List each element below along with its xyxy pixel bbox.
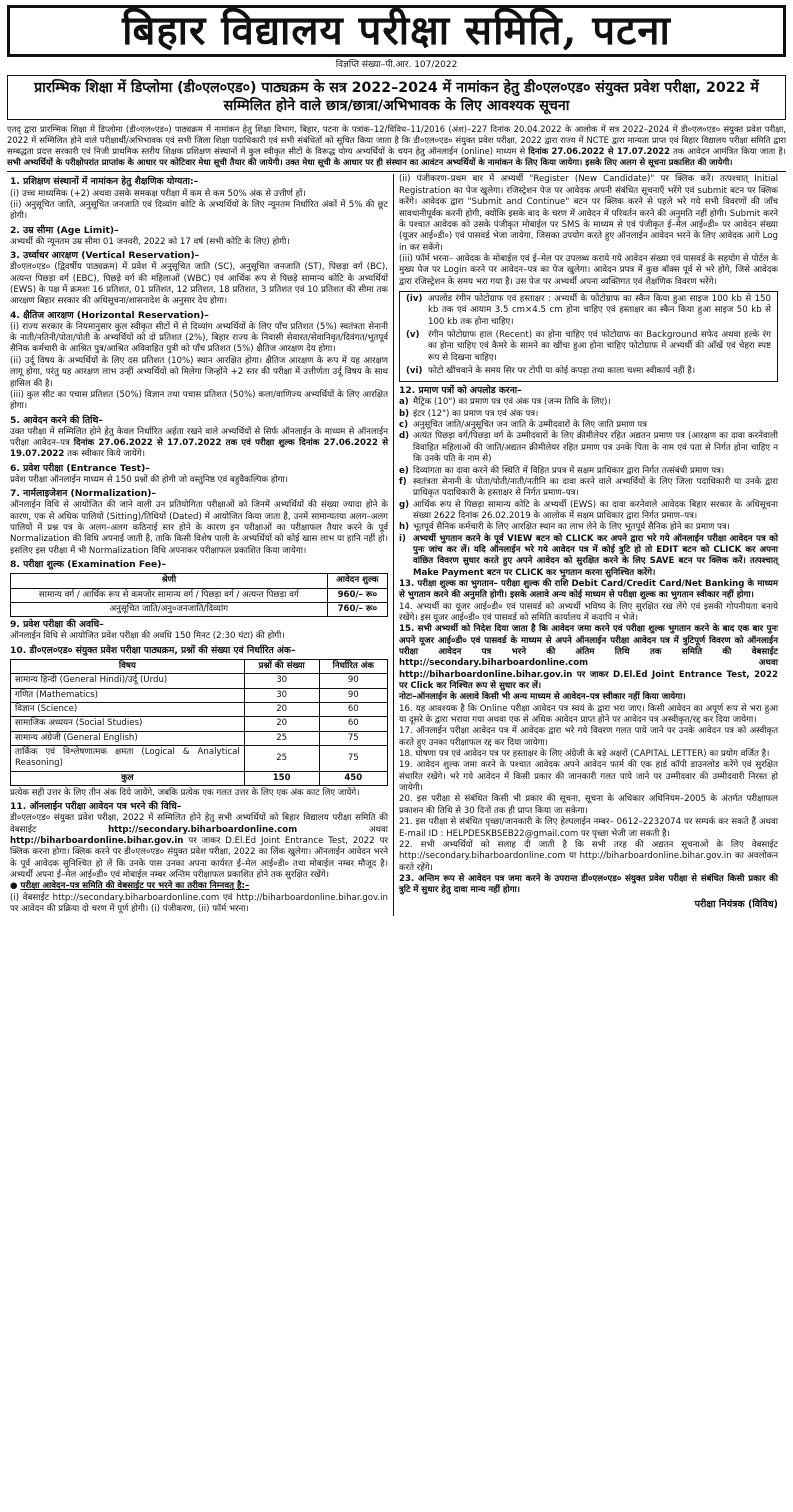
subject-table-header [11, 659, 388, 673]
fee-table-header [11, 574, 388, 588]
section-5-dates: दिनांक 27.06.2022 से 17.07.2022 तक एवं परीक्षा शुल्क दिनांक 27.06.2022 से 19.07.2022 [10, 438, 389, 460]
list-item [399, 466, 778, 477]
subject-table-body [11, 674, 388, 771]
section-9-text: ऑनलाईन विधि से आयोजित प्रवेश परीक्षा की अवधि 150 मिनट (2:30 घंटा) की होगी। [10, 631, 285, 642]
list-item-key: h) [399, 522, 410, 533]
list-item-key: b) [399, 408, 410, 419]
fee-header-category: श्रेणी [11, 574, 328, 588]
section-1-heading: 1. प्रशिक्षण संस्थानों में नामांकन हेतु शैक्षणिक योग्यता:– [10, 176, 199, 188]
subject-heading: प्रारम्भिक शिक्षा में डिप्लोमा (डी०एल०एड०) पाठ्यक्रम के सत्र 2022–2024 में नामांकन हेतु डी०एल०एड० संयुक्त प्रवेश परीक्षा, 2022 में सम्मिलित होने वाले छात्र/छात्रा/अभिभावक के लिए आवश्यक सूचना [7, 75, 786, 120]
table-cell: 25 [244, 731, 319, 745]
list-item-text: अभ्यर्थी भुगतान करने के पूर्व VIEW बटन को CLICK कर अपने द्वारा भरे गये ऑनलाईन परीक्षा आवेदन पत्र को पुनः जांच कर लें। यदि ऑनलाईन भरे गये आवेदन पत्र में कोई त्रुटि हो तो EDIT बटन को CLICK कर अपना वांछित विवरण सुधार करते हुए अपने आवेदन को सुरक्षित करने के लिए SAVE बटन पर क्लिक करें। तत्पश्चात् Make Payment बटन पर CLICK कर भुगतान करना सुनिश्चित करेंगे। [413, 533, 778, 578]
list-item-key: i) [399, 533, 406, 544]
section-16: 16. यह आवश्यक है कि Online परीक्षा आवेदन पत्र स्वयं के द्वारा भरा जाए। किसी आवेदन का अपूर्ण रूप से भरा हुआ या दूसरे के द्वारा भराया गया अथवा एक से अधिक आवेदन प्राप्त होने पर आवेदन पत्र अस्वीकृत/रद्द कर दिया जायेगा। [399, 703, 778, 726]
section-8-heading: 8. परीक्षा शुल्क (Examination Fee)– [10, 559, 167, 571]
page-title: बिहार विद्यालय परीक्षा समिति, पटना [122, 6, 671, 54]
section-23: 23. अन्तिम रूप से आवेदन पत्र जमा करने के उपरान्त डी०एल०एड० संयुक्त प्रवेश परीक्षा से संबंधित किसी प्रकार की त्रुटि में सुधार हेतु दावा मान्य नहीं होगा। [399, 873, 778, 896]
subject-header-subject: विषय [11, 659, 245, 673]
photo-requirements-box [399, 291, 778, 382]
list-item-key: c) [399, 420, 409, 431]
subject-total-row [11, 771, 388, 785]
section-7-heading: 7. नार्मलाइजेशन (Normalization)– [10, 488, 157, 500]
form-filling-step: (iii) फॉर्म भरना– आवेदक के मोबाईल एवं ई–मेल पर उपलब्ध कराये गये आवेदन संख्या एवं पासवर्ड के सहयोग से पोर्टल के मुख्य पेज पर Login करने पर आवेदन–पत्र का पेज खुलेगा। आवेदन प्रपत्र में कुछ बॉक्स पूर्व से भरे होंगे, जिसे आवेदक द्वारा रजिस्ट्रेशन के समय भरा गया है। उस पेज पर अभ्यर्थी अपना व्यक्तिगत एवं शैक्षणिक विवरण भरेंगे। [399, 253, 778, 287]
section-13: 13. परीक्षा शुल्क का भुगतान– परीक्षा शुल्क की राशि Debit Card/Credit Card/Net Banking के माध्यम से भुगतान करने की अनुमति होगी। इसके अलावे अन्य कोई माध्यम से परीक्षा शुल्क का भुगतान स्वीकार नहीं होगा। [399, 578, 778, 601]
certificate-list [399, 397, 778, 579]
section-5-heading: 5. आवेदन करने की तिथि– [10, 414, 103, 426]
fee-table [10, 573, 388, 617]
table-row [11, 674, 388, 688]
total-marks: 450 [319, 771, 387, 785]
section-11-text [10, 813, 388, 881]
section-5-tail: तक स्वीकार किये जायेंगे। [67, 449, 145, 460]
list-item-key: e) [399, 465, 409, 476]
section-1-ii: (ii) अनुसूचित जाति, अनुसूचित जनजाति एवं दिव्यांग कोटि के अभ्यर्थियों के लिए न्यूनतम निर्धारित अंकों में 5% की छूट होगी। [10, 199, 388, 222]
table-cell: सामान्य अंग्रेजी (General English) [11, 731, 245, 745]
section-14: 14. अभ्यर्थी का यूजर आई०डी० एवं पासवर्ड को अभ्यर्थी भविष्य के लिए सुरक्षित रख लेंगे एवं इसकी गोपनीयता बनाये रखेंगे। इस यूजर आई०डी० एवं पासवर्ड को समिति कार्यालय में कदापि न भेजे। [399, 601, 778, 623]
table-cell: 20 [244, 717, 319, 731]
total-questions: 150 [244, 771, 319, 785]
bullet-i: (i) वेबसाईट http://secondary.biharboardonline.com एवं http://biharboardonline.bihar.gov.in पर आवेदन की प्रक्रिया दो चरण में पूर्ण होगी। (i) पंजीकरण, (ii) फॉर्म भरना। [10, 892, 388, 915]
section-5-body: उक्त परीक्षा में सम्मिलित होने हेतु केवल निर्धारित अर्हता रखने वाले अभ्यर्थियों से सिर्फ ऑनलाईन के माध्यम से ऑनलाईन परीक्षा आवेदन–पत्र [10, 426, 388, 449]
section-2-heading: 2. उम्र सीमा (Age Limit)– [10, 224, 119, 236]
section-3-text: डी०एल०एड० (द्विवर्षीय पाठ्यक्रम) में प्रवेश में अनुसूचित जाति (SC), अनुसूचित जनजाति (ST), पिछड़ा वर्ग (BC), अत्यन्त पिछड़ा वर्ग (EBC), पिछड़े वर्ग की महिलाओं (WBC) एवं आर्थिक रूप से पिछड़े सामान्य कोटि के अभ्यर्थियों (EWS) के पक्ष में क्रमशः 16 प्रतिशत, 01 प्रतिशत, 12 प्रतिशत, 18 प्रतिशत, 3 प्रतिशत एवं 10 प्रतिशत की सीमा तक आरक्षण बिहार सरकार की अधिसूचना/शासनादेश के अनुसार देय होगा। [10, 262, 388, 307]
total-label: कुल [11, 771, 245, 785]
section-4-iii: (iii) कुल सीट का पचास प्रतिशत (50%) विज्ञान तथा पचास प्रतिशत (50%) कला/वाणिज्य अभ्यर्थियों के लिए आरक्षित होगा। [10, 389, 388, 412]
table-cell: गणित (Mathematics) [11, 688, 245, 702]
list-item [399, 522, 778, 533]
table-cell: 90 [319, 674, 387, 688]
masthead [7, 5, 786, 57]
section-2-text: अभ्यर्थी की न्यूनतम उम्र सीमा 01 जनवरी, 2022 को 17 वर्ष (सभी कोटि के लिए) होगी। [10, 236, 290, 247]
list-item-key: f) [399, 476, 407, 487]
notice-page [7, 5, 786, 1507]
section-22: 22. सभी अभ्यर्थियों को सलाह दी जाती है कि सभी तरह की अद्यतन सूचनाओं के लिए वेबसाईट http://secondary.biharboardonline.com या http://biharboardonline.bihar.gov.in का अवलोकन करते रहेंगे। [399, 839, 778, 873]
table-cell: 30 [244, 674, 319, 688]
list-item [399, 534, 778, 579]
section-21: 21. इस परीक्षा से संबंधित पृच्छा/जानकारी के लिए हेल्पलाईन नम्बर– 0612–2232074 पर सम्पर्क कर सकते हैं अथवा E-mail ID : HELPDESKBSEB22@gmail.com पर पृच्छा भेजी जा सकती है। [399, 817, 778, 839]
section-6-heading: 6. प्रवेश परीक्षा (Entrance Test)– [10, 462, 150, 474]
section-9-heading: 9. प्रवेश परीक्षा की अवधि– [10, 619, 104, 631]
website-link-2[interactable]: http://biharboardonline.bihar.gov.in [10, 836, 184, 847]
table-cell: 75 [319, 745, 387, 771]
list-item-text: इंटर (12") का प्रमाण पत्र एवं अंक पत्र। [413, 408, 539, 419]
list-item-text: आर्थिक रूप से पिछड़ा सामान्य कोटि के अभ्यर्थी (EWS) का दावा करनेवाले आवेदक बिहार सरकार के अधिसूचना संख्या 2622 दिनांक 26.02.2019 के आलोक में सक्षम प्राधिकार द्वारा निर्गत प्रमाण–पत्र। [413, 499, 778, 521]
section-4-i: (i) राज्य सरकार के नियमानुसार कुल स्वीकृत सीटों में से दिव्यांग अभ्यर्थियों के लिए पाँच प्रतिशत (5%) स्वतंत्रता सेनानी के नाती/नतिनी/पोता/पोती के अभ्यर्थियों को दो प्रतिशत (2%), बिहार राज्य के निवासी सेवारत/सेवानिवृत/दिवंगत/भूतपूर्व सैनिक कर्मचारी के आश्रित पुत्र/आश्रित अविवाहित पुत्री को पाँच प्रतिशत (5%) क्षैतिज आरक्षण देय होगा। [10, 321, 388, 355]
section-3-heading: 3. उर्ध्वाधर आरक्षण (Vertical Reservation)– [10, 250, 200, 262]
table-cell: 25 [244, 745, 319, 771]
list-item-key: g) [399, 499, 410, 510]
table-cell: विज्ञान (Science) [11, 702, 245, 716]
section-11-or: अथवा [368, 824, 389, 835]
photo-item-key: (iv) [406, 293, 423, 304]
table-cell: 75 [319, 731, 387, 745]
left-column [7, 174, 394, 915]
list-item [399, 420, 778, 431]
table-cell: सामान्य हिन्दी (General Hindi)/उर्दू (Urdu) [11, 674, 245, 688]
table-cell: 20 [244, 702, 319, 716]
section-10-note: प्रत्येक सही उत्तर के लिए तीन अंक दिये जायेंगे, जबकि प्रत्येक एक गलत उत्तर के लिए एक अंक काट लिए जायेंगे। [10, 787, 360, 798]
table-cell: 60 [319, 702, 387, 716]
photo-item [406, 366, 771, 377]
intro-date-range: दिनांक 27.06.2022 से 17.07.2022 [528, 146, 670, 157]
section-10-heading: 10. डी०एल०एड० संयुक्त प्रवेश परीक्षा पाठ्यक्रम, प्रश्नों की संख्या एवं निर्धारित अंक– [10, 644, 296, 656]
section-12-heading: 12. प्रमाण पत्रों को अपलोड करना– [399, 385, 522, 397]
website-link-1[interactable]: http://secondary.biharboardonline.com [108, 824, 298, 835]
fee-header-amount: आवेदन शुल्क [327, 574, 387, 588]
registration-step: (ii) पंजीकरण–प्रथम बार में अभ्यर्थी "Register (New Candidate)" पर क्लिक करें। तत्पश्चात् Initial Registration का पेज खुलेगा। रजिस्ट्रेशन पेज पर आवेदक अपनी संबंधित सूचनाएँ भरेंगे एवं submit बटन पर क्लिक करेंगे। आवेदक द्वारा "Submit and Continue" बटन पर क्लिक करने से पहले भरे गये सभी विवरणों की जाँच सावधानीपूर्वक करनी होगी, क्योंकि इसके बाद के चरण में आवेदन में परिवर्तन करने की अनुमति नहीं होगी। Submit करने के पश्चात आवेदक को उसके पंजीकृत मोबाईल पर SMS के माध्यम से एवं पंजीकृत ई–मेल आई०डी० पर आवेदन संख्या (यूजर आई०डी०) एवं पासवर्ड भेजा जायेगा, जिसका उपयोग करते हुए ऑनलाईन आवेदन भरने के लिए आवेदक आगे Log in कर सकेंगे। [399, 174, 778, 253]
section-6-text: प्रवेश परीक्षा ऑनलाईन माध्यम से 150 प्रश्नों की होगी जो वस्तुनिष्ठ एवं बहुवैकल्पिक होगा। [10, 474, 289, 485]
section-5-text [10, 427, 388, 461]
table-row [11, 731, 388, 745]
intro-paragraph [7, 124, 786, 173]
list-item-text: भूतपूर्व सैनिक कर्मचारी के लिए आरक्षित स्थान का लाभ लेने के लिए भूतपूर्व सैनिक होने का प्रमाण पत्र। [413, 522, 730, 533]
list-item-text: मैट्रिक (10") का प्रमाण पत्र एवं अंक पत्र (जन्म तिथि के लिए)। [413, 397, 611, 408]
list-item-key: d) [399, 431, 410, 442]
list-item [399, 477, 778, 500]
section-4-heading: 4. क्षैतिज आरक्षण (Horizontal Reservation)– [10, 309, 209, 321]
fee-cell: 760/– रू० [327, 602, 387, 616]
list-item [399, 397, 778, 408]
subject-header-questions: प्रश्नों की संख्या [244, 659, 319, 673]
subject-header-marks: निर्धारित अंक [319, 659, 387, 673]
subject-table [10, 659, 388, 786]
section-1-i: (i) उच्च माध्यमिक (+2) अथवा उसके समकक्ष परीक्षा में कम से कम 50% अंक से उत्तीर्ण हों। [10, 188, 306, 199]
notice-number: विज्ञप्ति संख्या–पी.आर. 107/2022 [335, 60, 458, 70]
photo-item-text: फोटो खींचवाने के समय सिर पर टोपी या कोई कपड़ा तथा काला चश्मा स्वीकार्य नहीं है। [428, 365, 696, 376]
signature: परीक्षा नियंत्रक (विविध) [694, 898, 778, 910]
list-item [399, 500, 778, 523]
section-19: 19. आवेदन शुल्क जमा करने के पश्चात आवेदक अपने आवेदन फार्म की एक हार्ड कॉपी डाउनलोड करेंगे एवं सुरक्षित संधारित रखेंगे। भरे गये आवेदन में किसी प्रकार की जानकारी गलत पाये जाने पर उम्मीदवार की उम्मीदवारी निरस्त हो जायेगी। [399, 760, 778, 794]
table-cell: 60 [319, 717, 387, 731]
table-cell: तार्किक एवं विश्लेषणात्मक क्षमता (Logical & Analytical Reasoning) [11, 745, 245, 771]
bullet-heading: ● परीक्षा आवेदन–पत्र समिति की वेबसाईट पर भरने का तरीका निम्नवत् है:– [10, 881, 250, 892]
section-11-heading: 11. ऑनलाईन परीक्षा आवेदन पत्र भरने की विधि– [10, 801, 182, 813]
photo-item-key: (vi) [406, 365, 423, 376]
list-item [399, 409, 778, 420]
list-item-key: a) [399, 397, 409, 408]
table-cell: 30 [244, 688, 319, 702]
table-cell: सामाजिक अध्ययन (Social Studies) [11, 717, 245, 731]
list-item-text: अनुसूचित जाति/अनुसूचित जन जाति के उम्मीदवारों के लिए जाति प्रमाण पत्र [413, 420, 648, 431]
section-15: 15. सभी अभ्यर्थी को निदेश दिया जाता है कि आवेदन जमा करने एवं परीक्षा शुल्क भुगतान करने के बाद एक बार पुनः अपने यूजर आई०डी० एवं पासवर्ड के माध्यम से अपने ऑनलाईन परीक्षा आवेदन पत्र में त्रुटिपूर्ण विवरण को ऑनलाईन परीक्षा आवेदन पत्र भरने की अंतिम तिथि तक समिति की वेबसाईट http://secondary.biharboardonline.com अथवा http://biharboardonline.bihar.gov.in पर जाकर D.El.Ed Joint Entrance Test, 2022 पर Click कर निश्चित रूप से सुधार कर लें। [399, 624, 778, 692]
list-item [399, 431, 778, 465]
section-15-note: नोटः–ऑनलाईन के अलावे किसी भी अन्य माध्यम से आवेदन–पत्र स्वीकार नहीं किया जायेगा। [399, 692, 686, 703]
fee-cell: अनुसूचित जाति/अनु०जनजाति/दिव्यांग [11, 602, 328, 616]
list-item-text: दिव्यांगता का दावा करने की स्थिति में विहित प्रपत्र में सक्षम प्राधिकार द्वारा निर्गत तत्संबंधी प्रमाण पत्र। [413, 465, 725, 476]
fee-cell: 960/– रू० [327, 588, 387, 602]
section-18: 18. घोषणा पत्र एवं आवेदन पत्र पर हस्ताक्षर के लिए अंग्रेजी के बड़े अक्षरों (CAPITAL LETTER) का प्रयोग वर्जित है। [399, 749, 770, 760]
intro-merit-note: सभी अभ्यर्थियों के परीक्षोपरांत प्राप्तांक के आधार पर कोटिवार मेधा सूची तैयार की जायेगी। उक्त मेधा सूची के आधार पर ही संस्थान का आवंटन अभ्यर्थियों के नामांकन के लिए किया जायेगा। इसके लिए अलग से सूचना प्रकाशित की जायेगी। [7, 157, 733, 168]
section-4-ii: (ii) उर्दू विषय के अभ्यर्थियों के लिए दस प्रतिशत (10%) स्थान आरक्षित होगा। क्षैतिज आरक्षण के रूप में यह आरक्षण लागू होगा, परंतु यह आरक्षण लाभ उन्हीं अभ्यर्थियों को मिलेगा जिन्होंने +2 स्तर की परीक्षा में उत्तीर्णता उर्दू विषय के साथ हासिल की है। [10, 355, 388, 389]
table-row [11, 717, 388, 731]
intro-text: एतद् द्वारा प्रारम्भिक शिक्षा में डिप्लोमा (डी०एल०एड०) पाठ्यक्रम में नामांकन हेतु शिक्षा विभाग, बिहार, पटना के पत्रांक–12/विविध–11/2016 (अंश)–227 दिनांक 20.04.2022 के आलोक में सत्र 2022–2024 में डी०एल०एड० संयुक्त प्रवेश परीक्षा, 2022 में सम्मिलित होने वाले परीक्षार्थी/अभिभावक एवं सभी जिला शिक्षा पदाधिकारी एवं सभी संबंधितों को सूचित किया जाता है कि डी०एल०एड० संयुक्त प्रवेश परीक्षा, 2022 द्वारा राज्य में NCTE द्वारा मान्यता प्राप्त एवं बिहार विद्यालय परीक्षा समिति द्वारा सम्बद्धता प्रदत्त सरकारी एवं निजी प्राथमिक स्तरीय शिक्षक प्रशिक्षण संस्थानों में कुल स्वीकृत सीटों के विरूद्ध योग्य अभ्यर्थियों के चयन हेतु ऑनलाईन (online) माध्यम से [7, 123, 786, 157]
bullet-heading-text: परीक्षा आवेदन–पत्र समिति की वेबसाईट पर भरने का तरीका निम्नवत् है:– [20, 881, 250, 892]
table-row [11, 688, 388, 702]
table-row [11, 588, 388, 602]
section-20: 20. इस परीक्षा से संबंधित किसी भी प्रकार की सूचना, सूचना के अधिकार अधिनियम–2005 के अंतर्गत परीक्षाफल प्रकाशन की तिथि से 30 दिनों तक ही प्राप्त किया जा सकेगा। [399, 794, 778, 816]
photo-item-key: (v) [406, 329, 420, 340]
list-item-text: अत्यंत पिछड़ा वर्ग/पिछड़ा वर्ग के उम्मीदवारों के लिए क्रीमीलेयर रहित अद्यतन प्रमाण पत्र (आरक्षण का दावा करनेवाली विवाहित महिलाओं की जाति/अद्यतन क्रीमीलेयर रहित प्रमाण पत्र उनके पिता के नाम एवं पता से निर्गत होना चाहिए न कि उनके पति के नाम से) [413, 431, 778, 465]
photo-item [406, 294, 771, 328]
list-item-text: स्वतंत्रता सेनानी के पोता/पोती/नाती/नतीनि का दावा करने वाले अभ्यर्थियों के लिए जिला पदाधिकारी या उनके द्वारा प्राधिकृत पदाधिकारी के हस्ताक्षर से निर्गत प्रमाण–पत्र। [413, 476, 778, 499]
section-11-body: डी०एल०एड० संयुक्त प्रवेश परीक्षा, 2022 में सम्मिलित होने हेतु सभी अभ्यर्थियों को बिहार विद्यालय परीक्षा समिति की वेबसाईट [10, 813, 388, 835]
section-11-body-2: पर जाकर D.El.Ed Joint Entrance Test, 2022 पर क्लिक करना होगा। क्लिक करने पर डी०एल०एड० संयुक्त प्रवेश परीक्षा, 2022 का लिंक खुलेगा। ऑनलाईन आवेदन भरने के पूर्व आवेदक सुनिश्चित हो लें कि उनके पास उनका अपना कार्यरत ई–मेल आई०डी० तथा मोबाईल नम्बर मौजूद है। अभ्यर्थी अपना ई–मेल आई०डी० एवं मोबाईल नम्बर अन्तिम परीक्षाफल प्रकाशित होने तक सुरक्षित रखेंगे। [10, 836, 388, 881]
intro-text-2: तक आवेदन आमंत्रित किया जाता है। [673, 146, 786, 157]
photo-item [406, 330, 771, 364]
two-column-body [7, 174, 786, 915]
table-row [11, 702, 388, 716]
section-17: 17. ऑनलाईन परीक्षा आवेदन पत्र में आवेदक द्वारा भरे गये विवरण गलत पाये जाने पर उनके आवेदन पत्र को अस्वीकृत करते हुए उनका परीक्षाफल रद्द कर दिया जायेगा। [399, 726, 778, 748]
section-7-text: ऑनलाईन विधि से आयोजित की जाने वाली उन प्रतियोगिता परीक्षाओं को जिनमें अभ्यर्थियों की संख्या ज्यादा होने के कारण, एक से अधिक पालियों (Sitting)/तिथियों (Dated) में आयोजित किया जाता है, उनमें सामान्यतया अलग–अलग पालियों में प्रश्न पत्र के अलग–अलग कठिनाई स्तर होने के कारण इन परीक्षाओं का परीक्षाफल तैयार करने के पूर्व Normalization की विधि अपनाई जाती है, ताकि किसी विशेष पाली के अभ्यर्थियों को कोई खास लाभ या हानि नहीं हो। इसलिए इस परीक्षा में भी Normalization विधि अपनाकर परीक्षाफल प्रकाशित किया जायेगा। [10, 500, 388, 556]
table-row [11, 745, 388, 771]
photo-item-text: रंगीन फोटोग्राफ हाल (Recent) का होना चाहिए एवं फोटोग्राफ का Background सफेद अथवा हल्के रंग का होना चाहिए एवं कैमरे के सामने का खींचा हुआ होना चाहिए फोटोग्राफ में अभ्यर्थी की आँखें एवं चेहरा स्पष्ट रूप से दिखना चाहिए। [428, 329, 771, 363]
photo-item-text: अपलोड रंगीन फोटोग्राफ एवं हस्ताक्षर : अभ्यर्थी के फोटोग्राफ का स्कैन किया हुआ साइज 100 kb से 150 kb तक एवं आयाम 3.5 cm×4.5 cm होना चाहिए एवं हस्ताक्षर का स्कैन किया हुआ साइज 50 kb से 100 kb तक होना चाहिए। [428, 293, 771, 327]
table-row [11, 602, 388, 616]
fee-cell: सामान्य वर्ग / आर्थिक रूप से कमजोर सामान्य वर्ग / पिछड़ा वर्ग / अत्यन्त पिछड़ा वर्ग [11, 588, 328, 602]
table-cell: 90 [319, 688, 387, 702]
right-column [394, 174, 781, 915]
